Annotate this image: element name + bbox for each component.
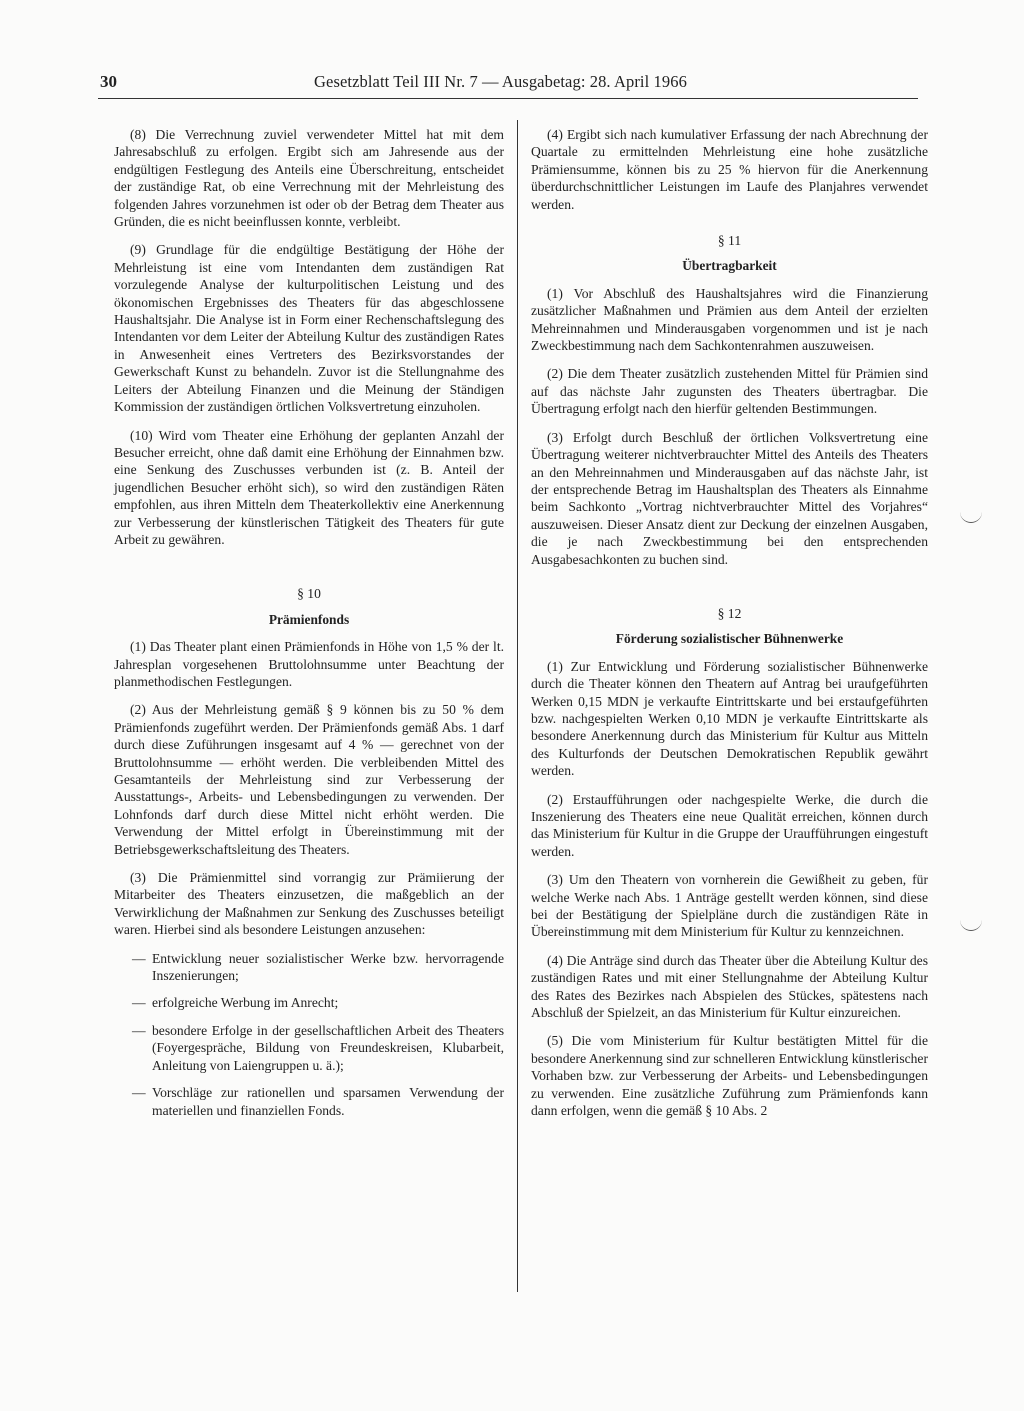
section-11-title: Übertragbarkeit bbox=[682, 258, 777, 274]
list-item: — besondere Erfolge in der gesellschaftlichen Arbeit des Theaters (Foyergespräche, Bildung von Freundeskreisen, Klubarbeit, Anleitung von Laiengruppen u. ä.); bbox=[132, 1022, 504, 1073]
running-head: Gesetzblatt Teil III Nr. 7 — Ausgabetag: 28. April 1966 bbox=[314, 72, 687, 91]
section-12-para-4: (4) Die Anträge sind durch das Theater über die Abteilung Kultur des zuständigen Rates und mit einer Stellungnahme der Abteilung Kultur des Rates des Bezirkes nach Abspielen des Stückes, spätestens nach Abschluß der Spielzeit, an das Ministerium für Kultur einzureichen. bbox=[531, 952, 928, 1021]
achievements-list bbox=[114, 950, 504, 1119]
paragraph-10: (10) Wird vom Theater eine Erhöhung der geplanten Anzahl der Besucher erreicht, ohne daß damit eine Erhöhung der Einnahmen bzw. eine Senkung des Zuschusses verbunden ist (z. B. Anteil der jugendlichen Besucher erhöht sich), so wird den zuständigen Räten empfohlen, aus ihren Mitteln dem Theaterkollektiv eine Anerkennung zur Verbesserung der künstlerischen Tätigkeit des Theaters für gute Arbeit zu gewähren. bbox=[114, 427, 504, 547]
list-item: — Entwicklung neuer sozialistischer Werke bzw. hervorragende Inszenierungen; bbox=[132, 950, 504, 984]
section-12-para-3: (3) Um den Theatern von vornherein die Gewißheit zu geben, für welche Werke nach Abs. 1 Anträge gestellt werden können, sind diese bei der Bestätigung der Spielpläne durch die zuständigen Räte in Übereinstimmung mit dem Ministerium für Kultur zu kennzeichnen. bbox=[531, 872, 928, 940]
paragraph-4: (4) Ergibt sich nach kumulativer Erfassung der nach Abrechnung der Quartale zu ermittelnden Mehrleistung eine hohe zusätzliche Prämiensumme, können bis zu 25 % hiervon für die Anerkennung überdurchschnittlicher Leistungen im Laufe des Planjahres verwendet werden. bbox=[531, 127, 928, 212]
section-11-para-2: (2) Die dem Theater zusätzlich zustehenden Mittel für Prämien sind auf das nächste Jahr zugunsten des Theaters übertragbar. Die Übertragung erfolgt nach den hierfür geltenden Bestimmungen. bbox=[531, 366, 928, 417]
margin-pencil-mark bbox=[960, 920, 982, 931]
left-column bbox=[114, 126, 504, 1129]
section-10-para-2: (2) Aus der Mehrleistung gemäß § 9 können bis zu 50 % dem Prämienfonds zugeführt werden. Der Prämienfonds gemäß Abs. 1 darf durch diese Zuführungen insgesamt auf 4 % — gerechnet von der Bruttolohnsumme — erhöht werden. Die verbleibenden Mittel des Gesamtanteils der Mehrleistung sind zur Verbesserung der Ausstattungs-, Arbeits- und Lebensbedingungen zu verwenden. Der Lohnfonds darf durch diese Mittel nicht erhöht werden. Die Verwendung der Mittel erfolgt in Übereinstimmung mit der Betriebsgewerkschaftsleitung des Theaters. bbox=[114, 702, 504, 857]
page-header bbox=[98, 68, 918, 99]
paragraph-8: (8) Die Verrechnung zuviel verwendeter Mittel hat mit dem Jahresabschluß zu erfolgen. Ergibt sich am Jahresende aus der endgültigen Festlegung des Anteils eine Überschreitung, entscheidet der zuständige Rat, ob eine Verrechnung mit der Mehrleistung des folgenden Jahres vorzunehmen ist oder ob der Betrag dem Theater aus Gründen, die es nicht beeinflussen konnte, verbleibt. bbox=[114, 127, 504, 230]
list-item: — Vorschläge zur rationellen und sparsamen Verwendung der materiellen und finanziellen Fonds. bbox=[132, 1085, 504, 1118]
section-10-para-3: (3) Die Prämienmittel sind vorrangig zur Prämiierung der Mitarbeiter des Theaters einzusetzen, die maßgeblich an der Verwirklichung der Maßnahmen zur Senkung des Zuschusses beteiligt waren. Hierbei sind als besondere Leistungen anzusehen: bbox=[114, 870, 504, 938]
section-11-para-1: (1) Vor Abschluß des Haushaltsjahres wird die Finanzierung zusätzlicher Maßnahmen und Prämien aus dem Anteil der erzielten Mehreinnahmen und Minderausgaben vorgenommen und ist je nach Zweckbestimmung nach dem Sachkontenrahmen auszuweisen. bbox=[531, 285, 928, 354]
list-item: — erfolgreiche Werbung im Anrecht; bbox=[132, 995, 339, 1011]
section-10-number: § 10 bbox=[297, 586, 321, 602]
section-10-para-1: (1) Das Theater plant einen Prämienfonds in Höhe von 1,5 % der lt. Jahresplan vorgesehenen Bruttolohnsumme unter Beachtung der planmethodischen Festlegungen. bbox=[114, 639, 504, 689]
section-12-para-2: (2) Erstaufführungen oder nachgespielte Werke, die durch die Inszenierung des Theaters eine neue Qualität erreichen, können durch das Ministerium für Kultur in die Gruppe der Uraufführungen eingestuft werden. bbox=[531, 791, 928, 859]
section-12-number: § 12 bbox=[717, 605, 742, 621]
section-10-title: Prämienfonds bbox=[268, 611, 350, 627]
margin-pencil-mark bbox=[960, 512, 982, 523]
page-number: 30 bbox=[100, 72, 117, 91]
right-column bbox=[531, 126, 928, 1131]
paragraph-9: (9) Grundlage für die endgültige Bestätigung der Höhe der Mehrleistung ist eine vom Intendanten dem zuständigen Rat vorzulegende Analyse der kulturpolitischen Leistung und des ökonomischen Ergebnisses des Theaters für das abgeschlossene Haushaltsjahr. Die Analyse ist in Form einer Rechenschaftslegung des Intendanten vor dem Leiter der Abteilung Kultur des zuständigen Rates in Anwesenheit eines Vertreters des Bezirksvorstandes der Gewerkschaft Kunst zu behandeln. Zuvor ist die Stellungnahme des Leiters der Abteilung Finanzen und die Meinung der Ständigen Kommission der zuständigen örtlichen Volksvertretung einzuholen. bbox=[114, 242, 504, 415]
section-12-para-1: (1) Zur Entwicklung und Förderung sozialistischer Bühnenwerke durch die Theater können den Theatern auf Antrag bei uraufgeführten Werken 0,15 MDN je verkaufte Eintrittskarte und bei erstaufgeführten bzw. nachgespielten Werken 0,10 MDN je verkaufte Eintrittskarte als besondere Anerkennung durch das Ministerium für Kultur aus Mitteln des Kulturfonds der Deutschen Demokratischen Republik gewährt werden. bbox=[531, 658, 928, 779]
section-11-para-3: (3) Erfolgt durch Beschluß der örtlichen Volksvertretung eine Übertragung weiterer nichtverbrauchter Mittel des Anteils des Theaters an den Mehreinnahmen und Minderausgaben auf das nächste Jahr, ist der entsprechende Betrag im Haushaltsplan des Theaters als Einnahme beim Sachkonto „Vortrag nichtverbrauchter Mittel des Vorjahres“ auszuweisen. Dieser Ansatz dient zur Deckung der einzelnen Ausgaben, die je nach Zweckbestimmung bei den entsprechenden Ausgabesachkonten zu buchen sind. bbox=[531, 429, 928, 567]
column-divider bbox=[517, 120, 518, 1292]
section-12-title: Förderung sozialistischer Bühnenwerke bbox=[615, 631, 844, 647]
section-11-number: § 11 bbox=[717, 233, 742, 249]
section-12-para-5: (5) Die vom Ministerium für Kultur bestätigten Mittel für die besondere Anerkennung sind zur schnelleren Entwicklung künstlerischer Vorhaben bzw. zur Verbesserung der Arbeits- und Lebensbedingungen zu verwenden. Eine zusätzliche Zuführung zum Prämienfonds kann dann erfolgen, wenn die gemäß § 10 Abs. 2 bbox=[531, 1033, 928, 1119]
